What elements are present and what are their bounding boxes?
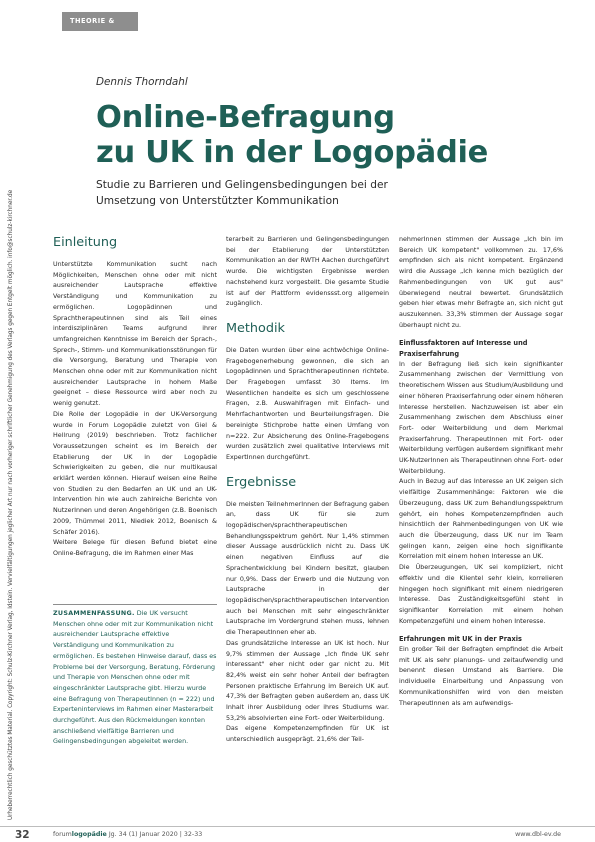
paragraph: Die Überzeugungen, UK sei kompliziert, nicht effektiv und die Klientel sehr klein, korrelieren hingegen hoch signifikant mit einem niedrigeren Interesse. Das Zuständigkeitsgefühl steht in signifikanter Korrelation mit einem hohen Kompetenzgefühl und einem hohen Interesse.: [399, 564, 563, 625]
paragraph: Auch in Bezug auf das Interesse an UK zeigen sich vielfältige Zusammenhänge: Faktoren wie die Überzeugung, dass UK zum Behandlungsspektrum gehört, ein hohes Kompetenzempfinden auch hinsichtlich der Rahmenbedingungen von UK wie auch die Überzeugung, dass UK nur im Team gelingen kann, zeigen eine hoch signifikante Korrelation mit einem hohen Interesse an UK.: [399, 478, 563, 561]
heading-methodik: Methodik: [226, 320, 285, 336]
website-link[interactable]: www.dbl-ev.de: [515, 831, 561, 838]
paragraph: In der Befragung ließ sich kein signifikanter Zusammenhang zwischen der Vermittlung von theoretischem Wissen aus Studium/Ausbildung und einer höheren Praxiserfahrung oder einem höheren Interesse herstellen. Nachzuweisen ist aber ein Zusammenhang zwischen dem Abschluss einer Fort- oder Weiterbildung und dem Merkmal Praxiserfahrung. TherapeutInnen mit Fort- oder Weiterbildung verfügen außerdem signifikant mehr UK-NutzerInnen als TherapeutInnen ohne Fort- oder Weiterbildung.: [399, 360, 563, 475]
journal-issue: Jg. 34 (1) Januar 2020 | 32-33: [108, 831, 203, 838]
subheading-einflussfaktoren: Einflussfaktoren auf Interesse und Praxiserfahrung: [399, 339, 528, 359]
article-title: [96, 100, 566, 170]
summary-text: Die UK versucht Menschen ohne oder mit zur Kommunikation nicht ausreichender Lautsprache effektive Verständigung und Kommunikation zu ermöglichen. Es bestehen Hinweise darauf, dass es Probleme bei der Versorgung, Beratung, Förderung und Therapie von Menschen ohne oder mit eingeschränkter Lautsprache gibt. Hierzu wurde eine Befragung von TherapeutInnen (n = 222) und Experteninterviews im Rahmen einer Masterarbeit durchgeführt. Aus den Rückmeldungen konnten anschließend vielfältige Barrieren und Gelingensbedingungen abgeleitet werden.: [53, 610, 217, 746]
paragraph: Ein großer Teil der Befragten empfindet die Arbeit mit UK als sehr planungs- und zeitaufwendig und benennt diesen Umstand als Barriere. Die individuelle Einarbeitung und Anpassung von Kommunikationshilfen wird von den meisten TherapeutInnen als am aufwendigs-: [399, 646, 563, 707]
footer-divider: [0, 826, 595, 827]
journal-prefix: forum: [53, 831, 72, 838]
section-tag: THEORIE & PRAXIS: [62, 12, 138, 31]
paragraph: Das grundsätzliche Interesse an UK ist hoch. Nur 9,7% stimmen der Aussage „Ich finde UK sehr interessant" eher nicht oder gar nicht zu. Mit 82,4% weist ein sehr hoher Anteil der befragten Personen praktische Erfahrung im Bereich UK auf. 47,3% der Befragten geben außerdem an, dass UK Inhalt ihrer Ausbildung oder ihres Studiums war. 53,2% absolvierten eine Fort- oder Weiterbildung.: [226, 639, 389, 722]
article-subtitle: Studie zu Barrieren und Gelingensbedingungen bei der Umsetzung von Unterstützter Kommunikation: [96, 179, 388, 207]
summary-label: ZUSAMMENFASSUNG.: [53, 610, 135, 617]
subheading-erfahrungen: Erfahrungen mit UK in der Praxis: [399, 635, 522, 644]
author-name: Dennis Thorndahl: [96, 76, 188, 88]
heading-einleitung: Einleitung: [53, 235, 118, 250]
title-line-1: Online-Befragung: [96, 100, 395, 135]
paragraph: Weitere Belege für diesen Befund bietet eine Online-Befragung, die im Rahmen einer Mas: [53, 539, 217, 557]
summary-box: [53, 604, 217, 748]
page-number: 32: [15, 829, 30, 841]
paragraph: Die Daten wurden über eine achtwöchige Online-Fragebogenerhebung gewonnen, die sich an Logopädinnen und Sprachtherapeutinnen richtete. Der Fragebogen umfasst 30 Items. Im Wesentlichen handelte es sich um geschlossene Fragen, z.B. Auswahlfragen mit Einfach- und Mehrfachantworten und Beurteilungsfragen. Die bereinigte Stichprobe hatte einen Umfang von n=222. Zur Absicherung des Online-Fragebogens wurden zusätzlich zwei qualitative Interviews mit ExpertInnen durchgeführt.: [226, 346, 389, 461]
copyright-side-note: Urheberrechtlich geschütztes Material. Copyright: Schulz-Kirchner Verlag, Idstein. Vervielfältigungen jeglicher Art nur nach vorheriger schriftlicher Genehmigung des Verlags gegen Entgelt möglich. info@schulz-kirchner.de: [8, 189, 14, 820]
paragraph: Die meisten TeilnehmerInnen der Befragung gaben an, dass UK für sie zum logopädischen/sprachtherapeutischen Behandlungsspektrum gehört. Nur 1,4% stimmen dieser Aussage ausdrücklich nicht zu. Dass UK einen negativen Einfluss auf die Sprachentwicklung bei Kindern besitzt, glauben nur 0,9%. Dass der Erwerb und die Nutzung von Lautsprache in der logopädischen/sprachtherapeutischen Intervention auch bei Menschen mit sehr eingeschränkter Lautsprache im Vordergrund stehen muss, lehnen die TherapeutInnen eher ab.: [226, 500, 389, 637]
column-3: [399, 235, 563, 709]
column-1: [53, 235, 217, 560]
heading-ergebnisse: Ergebnisse: [226, 474, 297, 490]
journal-info: [53, 831, 202, 838]
paragraph: nehmerInnen stimmen der Aussage „Ich bin im Bereich UK kompetent" vollkommen zu. 17,6% empfinden sich als nicht kompetent. Ergänzend wird die Aussage „Ich kenne mich bezüglich der Rahmenbedingungen von UK gut aus" überwiegend neutral bewertet. Grundsätzlich geben hier etwas mehr Befragte an, sich nicht gut auszukennen. 33,3% stimmen der Aussage sogar überhaupt nicht zu.: [399, 236, 563, 329]
paragraph: Die Rolle der Logopädie in der UK-Versorgung wurde in Forum Logopädie zuletzt von Giel & Hellrung (2019) beschrieben. Trotz fachlicher Voraussetzungen scheint es im Bereich der Etablierung der UK in der Logopädie Schwierigkeiten zu geben, die nur multikausal erklärt werden können. Hierauf weisen eine Reihe von Studien zu den Bedarfen an UK und an UK-Intervention hin wie auch zahlreiche Berichte von NutzerInnen und deren Angehörigen (z.B. Boenisch 2009, Thümmel 2011, Niediek 2012, Boenisch & Schäfer 2016).: [53, 410, 217, 536]
paragraph: terarbeit zu Barrieren und Gelingensbedingungen bei der Etablierung der Unterstützten Kommunikation an der RWTH Aachen durchgeführt wurde. Die wichtigsten Ergebnisse werden nachstehend kurz vorgestellt. Die gesamte Studie ist auf der Plattform evidenssst.org allgemein zugänglich.: [226, 236, 389, 308]
paragraph: Unterstützte Kommunikation sucht nach Möglichkeiten, Menschen ohne oder mit nicht ausreichender Lautsprache effektive Verständigung und Kommunikation zu ermöglichen. Logopädinnen und Sprachtherapeutinnen sind als Teil eines interdisziplinären Teams aufgrund ihrer umfangreichen Kenntnisse im Bereich der Sprach-, Sprech-, Stimm- und Kommunikationsstörungen für die Versorgung, Beratung und Therapie von Menschen ohne oder mit zur Kommunikation nicht ausreichender Lautsprache in hohem Maße geeignet – diese Ressource wird aber noch zu wenig genutzt.: [53, 261, 217, 408]
journal-brand: logopädie: [71, 831, 107, 838]
title-line-2: zu UK in der Logopädie: [96, 135, 489, 170]
column-2: [226, 235, 389, 746]
paragraph: Das eigene Kompetenzempfinden für UK ist unterschiedlich ausgeprägt. 21,6% der Teil-: [226, 725, 389, 744]
